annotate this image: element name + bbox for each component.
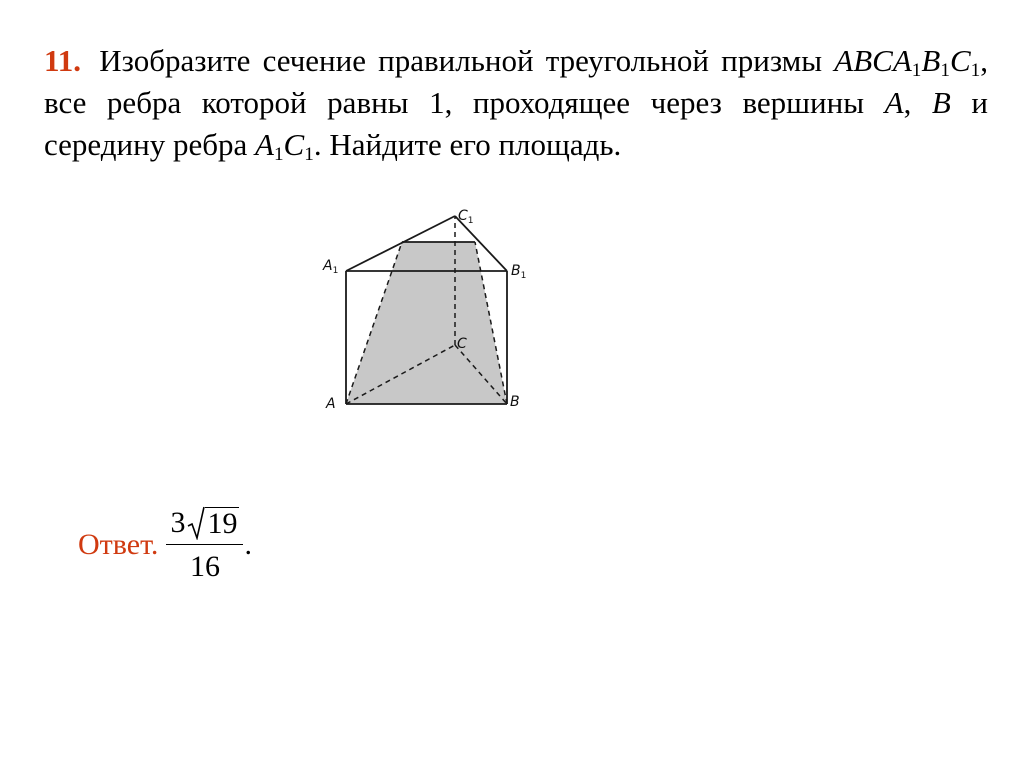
prism-name-c: C — [949, 43, 971, 78]
prism-figure — [318, 200, 548, 420]
label-c: C — [457, 336, 467, 352]
problem-statement — [44, 40, 988, 166]
prism-name-b: B — [921, 43, 941, 78]
numerator-coefficient: 3 — [170, 505, 186, 539]
label-c1: $C_1$ — [458, 208, 474, 226]
label-a: A — [326, 396, 336, 412]
answer-label: Ответ. — [78, 528, 159, 561]
edge-c: C — [283, 127, 305, 162]
edge-subscript-c: 1 — [304, 143, 314, 165]
fraction-numerator — [166, 506, 243, 545]
prism-subscript-3: 1 — [970, 59, 981, 81]
square-root-icon — [187, 506, 205, 540]
label-a1: $A_1$ — [323, 258, 339, 276]
edge-a: A — [255, 127, 274, 162]
answer-period: . — [244, 528, 252, 561]
label-b1: $B_1$ — [511, 263, 527, 281]
edge-subscript-a: 1 — [273, 143, 284, 165]
problem-text-part-1: Изобразите сечение правильной треугольной призмы — [99, 43, 835, 78]
answer — [78, 495, 252, 595]
fraction-denominator: 16 — [189, 549, 220, 583]
problem-text-part-3: и середину ребра — [44, 85, 988, 162]
prism-subscript-1: 1 — [911, 59, 922, 81]
prism-diagram — [318, 200, 548, 420]
vertex-b: B — [931, 85, 951, 120]
problem-text-part-4: . Найдите его площадь. — [313, 127, 622, 162]
problem-number: 11. — [44, 43, 82, 78]
vertex-a: A — [884, 85, 904, 120]
vertex-comma: , — [903, 85, 932, 120]
section-polygon — [346, 242, 507, 404]
prism-subscript-2: 1 — [940, 59, 950, 81]
prism-name-abca: ABCA — [834, 43, 912, 78]
radicand: 19 — [207, 506, 238, 540]
problem-text-part-2: , все ребра которой равны 1, проходящее через вершины — [44, 43, 988, 120]
answer-fraction — [166, 506, 243, 585]
label-b: B — [510, 394, 520, 410]
